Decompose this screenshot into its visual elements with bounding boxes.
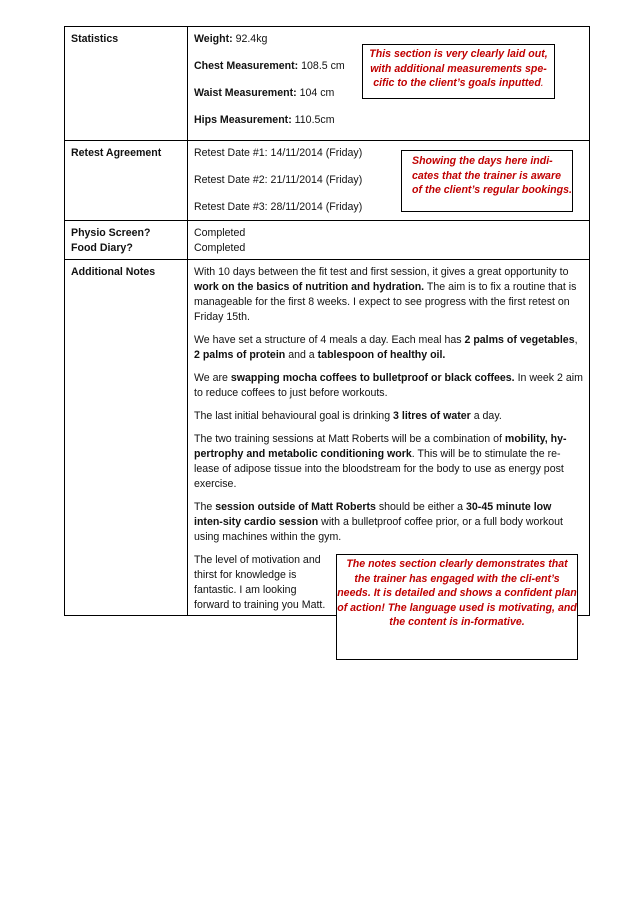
notes-label: Additional Notes bbox=[65, 260, 188, 616]
annotation-retest: Showing the days here indi-cates that the trainer is aware of the client’s regular bookings. bbox=[401, 150, 573, 212]
weight-value: 92.4kg bbox=[232, 33, 268, 45]
statistics-label: Statistics bbox=[65, 27, 188, 141]
screens-labels bbox=[65, 221, 188, 260]
notes-paragraph-2: We have set a structure of 4 meals a day. Each meal has 2 palms of vegetables, 2 palms of protein and a tablespoon of healthy oil. bbox=[194, 334, 578, 361]
physio-screen-value: Completed bbox=[194, 227, 246, 239]
notes-paragraph-1: With 10 days between the fit test and first session, it gives a great opportunity to work on the basics of nutrition and hydration. The aim is to fix a routine that is manageable for the first 8 weeks. I expect to see progress with the first retest on Friday 15th. bbox=[194, 266, 577, 323]
chest-value: 108.5 cm bbox=[298, 60, 345, 72]
food-diary-label: Food Diary? bbox=[71, 242, 133, 254]
retest-date-2: Retest Date #2: 21/11/2014 (Friday) bbox=[194, 174, 363, 186]
client-report-table bbox=[64, 26, 590, 616]
screens-row bbox=[65, 221, 590, 260]
hips-value: 110.5cm bbox=[291, 114, 335, 126]
retest-label: Retest Agreement bbox=[65, 141, 188, 221]
notes-paragraph-3: We are swapping mocha coffees to bulletproof or black coffees. In week 2 aim to reduce coffees to just before workouts. bbox=[194, 372, 583, 399]
hips-label: Hips Measurement: bbox=[194, 114, 292, 126]
notes-paragraph-7: The level of motivation and thirst for knowledge is fantastic. I am looking forward to training you Matt. bbox=[194, 554, 326, 611]
annotation-notes: The notes section clearly demonstrates that the trainer has engaged with the cli-ent’s needs. It is detailed and shows a confident plan of action! The language used is motivating, and the content is in-formative. bbox=[336, 554, 578, 660]
waist-value: 104 cm bbox=[296, 87, 335, 99]
notes-paragraph-5: The two training sessions at Matt Roberts will be a combination of mobility, hy-pertrophy and metabolic conditioning work. This will be to stimulate the re-lease of adipose tissue into the bloodstream for the body to use as energy post exercise. bbox=[194, 433, 567, 490]
hips-line bbox=[194, 113, 583, 128]
notes-paragraph-4: The last initial behavioural goal is drinking 3 litres of water a day. bbox=[194, 410, 502, 422]
notes-paragraph-6: The session outside of Matt Roberts should be either a 30-45 minute low inten-sity cardio session with a bulletproof coffee prior, or a full body workout using machines within the gym. bbox=[194, 501, 563, 543]
waist-label: Waist Measurement: bbox=[194, 87, 297, 99]
screens-values bbox=[188, 221, 590, 260]
physio-screen-label: Physio Screen? bbox=[71, 227, 151, 239]
retest-date-1: Retest Date #1: 14/11/2014 (Friday) bbox=[194, 147, 363, 159]
food-diary-value: Completed bbox=[194, 242, 246, 254]
weight-label: Weight: bbox=[194, 33, 233, 45]
annotation-statistics: This section is very clearly laid out, with additional measurements spe-cific to the client’s goals inputted. bbox=[362, 44, 555, 99]
chest-label: Chest Measurement: bbox=[194, 60, 299, 72]
retest-date-3: Retest Date #3: 28/11/2014 (Friday) bbox=[194, 201, 363, 213]
